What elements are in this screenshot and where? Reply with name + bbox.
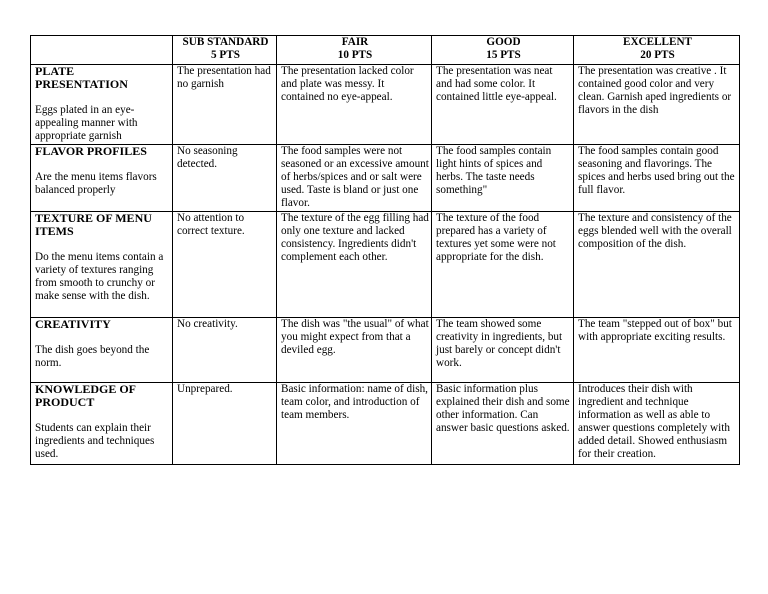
header-level-good	[432, 36, 574, 65]
header-level-fair	[277, 36, 432, 65]
criterion-title: PLATE PRESENTATION	[35, 64, 128, 91]
score-cell-good: The texture of the food prepared has a variety of textures yet some were not appropriate for the dish.	[432, 212, 574, 318]
score-cell-substandard: The presentation had no garnish	[173, 65, 277, 145]
score-cell-fair: The texture of the egg filling had only one texture and lacked consistency. Ingredients didn't complement each other.	[277, 212, 432, 318]
criterion-description: Are the menu items flavors balanced properly	[35, 171, 157, 196]
criterion-cell	[31, 318, 173, 383]
rubric-row-texture	[31, 212, 740, 318]
level-points: 15 PTS	[486, 48, 521, 61]
level-label: FAIR	[341, 36, 369, 48]
criterion-title: TEXTURE OF MENU ITEMS	[35, 211, 152, 238]
score-cell-excellent: The presentation was creative . It contained good color and very clean. Garnish aped ingredients or flavors in the dish	[574, 65, 740, 145]
criterion-cell	[31, 65, 173, 145]
score-cell-good: The food samples contain light hints of spices and herbs. The taste needs something"	[432, 145, 574, 212]
score-cell-fair: The food samples were not seasoned or an excessive amount of herbs/spices and or salt were used. Taste is bland or just one flavor.	[277, 145, 432, 212]
score-cell-excellent: The texture and consistency of the eggs blended well with the overall composition of the dish.	[574, 212, 740, 318]
level-label: EXCELLENT	[622, 36, 692, 48]
score-cell-excellent: Introduces their dish with ingredient and technique information as well as able to answer questions completely with added detail. Showed enthusiasm for their creation.	[574, 383, 740, 465]
score-cell-good: Basic information plus explained their dish and some other information. Can answer basic questions asked.	[432, 383, 574, 465]
criterion-cell	[31, 145, 173, 212]
rubric-row-knowledge	[31, 383, 740, 465]
score-cell-excellent: The team "stepped out of box" but with appropriate exciting results.	[574, 318, 740, 383]
criterion-description: Eggs plated in an eye-appealing manner with appropriate garnish	[35, 104, 138, 142]
score-cell-fair: Basic information: name of dish, team color, and introduction of team members.	[277, 383, 432, 465]
score-cell-fair: The dish was "the usual" of what you might expect from that a deviled egg.	[277, 318, 432, 383]
criterion-description: Students can explain their ingredients and techniques used.	[35, 422, 155, 460]
score-cell-good: The presentation was neat and had some color. It contained little eye-appeal.	[432, 65, 574, 145]
rubric-table	[30, 35, 740, 465]
rubric-row-creativity	[31, 318, 740, 383]
level-label: GOOD	[486, 36, 521, 48]
criterion-title: CREATIVITY	[35, 317, 111, 331]
criterion-cell	[31, 383, 173, 465]
level-points: 5 PTS	[211, 48, 240, 61]
criterion-description: The dish goes beyond the norm.	[35, 344, 150, 369]
header-level-excellent	[574, 36, 740, 65]
score-cell-fair: The presentation lacked color and plate was messy. It contained no eye-appeal.	[277, 65, 432, 145]
level-points: 20 PTS	[640, 48, 675, 61]
score-cell-substandard: No attention to correct texture.	[173, 212, 277, 318]
header-blank-cell	[31, 36, 173, 65]
criterion-cell	[31, 212, 173, 318]
score-cell-substandard: Unprepared.	[173, 383, 277, 465]
rubric-row-flavor-profiles	[31, 145, 740, 212]
criterion-description: Do the menu items contain a variety of textures ranging from smooth to crunchy or make sense with the dish.	[35, 251, 164, 302]
level-points: 10 PTS	[337, 48, 373, 61]
rubric-row-plate-presentation	[31, 65, 740, 145]
score-cell-good: The team showed some creativity in ingredients, but just barely or concept didn't work.	[432, 318, 574, 383]
score-cell-excellent: The food samples contain good seasoning and flavorings. The spices and herbs used bring out the full flavor.	[574, 145, 740, 212]
header-row	[31, 36, 740, 65]
header-level-substandard	[173, 36, 277, 65]
criterion-title: FLAVOR PROFILES	[35, 144, 147, 158]
level-label: SUB STANDARD	[182, 36, 269, 48]
score-cell-substandard: No seasoning detected.	[173, 145, 277, 212]
score-cell-substandard: No creativity.	[173, 318, 277, 383]
criterion-title: KNOWLEDGE OF PRODUCT	[35, 382, 136, 409]
